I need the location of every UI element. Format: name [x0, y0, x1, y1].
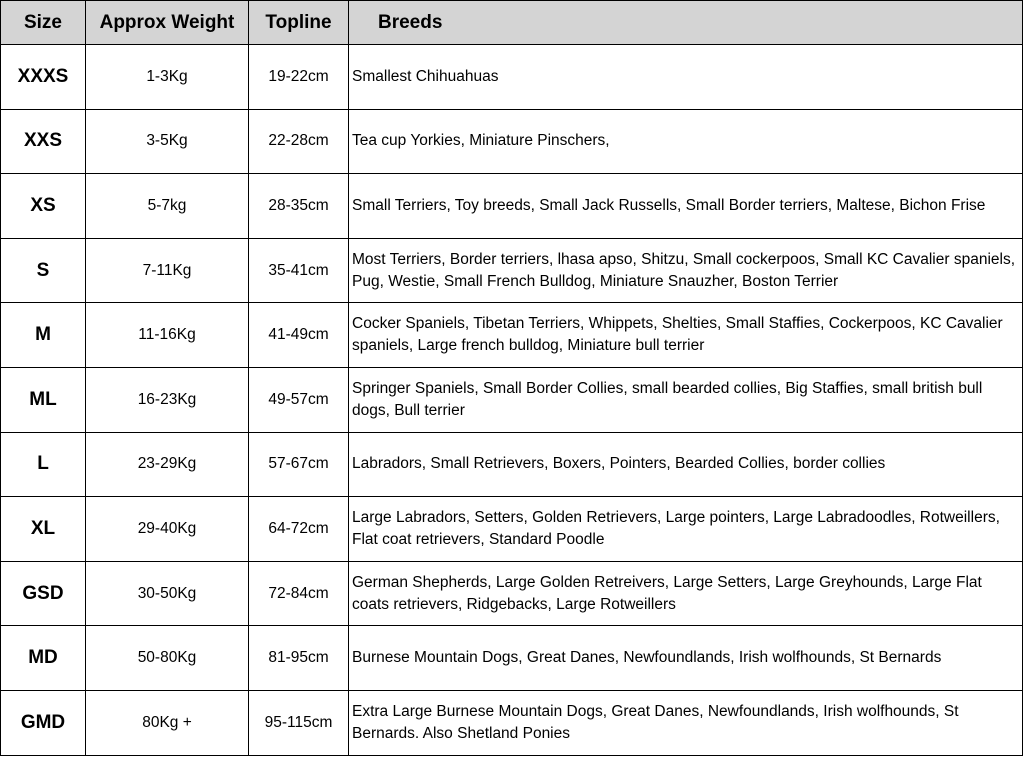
table-row: [1, 109, 1023, 174]
breeds-cell: Most Terriers, Border terriers, lhasa apso, Shitzu, Small cockerpoos, Small KC Cavalier spaniels, Pug, Westie, Small French Bulldog, Miniature Snauzher, Boston Terrier: [349, 238, 1023, 303]
table-row: [1, 561, 1023, 626]
breeds-cell: Burnese Mountain Dogs, Great Danes, Newfoundlands, Irish wolfhounds, St Bernards: [349, 626, 1023, 691]
weight-cell: 1-3Kg: [86, 45, 249, 110]
topline-cell: 81-95cm: [249, 626, 349, 691]
table-row: [1, 690, 1023, 755]
weight-cell: 29-40Kg: [86, 497, 249, 562]
header-row: [1, 1, 1023, 45]
weight-cell: 3-5Kg: [86, 109, 249, 174]
breeds-cell: Small Terriers, Toy breeds, Small Jack Russells, Small Border terriers, Maltese, Bichon Frise: [349, 174, 1023, 239]
topline-cell: 28-35cm: [249, 174, 349, 239]
size-cell: MD: [1, 626, 86, 691]
table-body: [1, 45, 1023, 756]
breeds-cell: Springer Spaniels, Small Border Collies, small bearded collies, Big Staffies, small british bull dogs, Bull terrier: [349, 367, 1023, 432]
weight-cell: 50-80Kg: [86, 626, 249, 691]
breeds-cell: Large Labradors, Setters, Golden Retrievers, Large pointers, Large Labradoodles, Rotweillers, Flat coat retrievers, Standard Poodle: [349, 497, 1023, 562]
table-row: [1, 303, 1023, 368]
size-cell: XL: [1, 497, 86, 562]
size-cell: XXS: [1, 109, 86, 174]
weight-cell: 11-16Kg: [86, 303, 249, 368]
breeds-cell: Labradors, Small Retrievers, Boxers, Pointers, Bearded Collies, border collies: [349, 432, 1023, 497]
topline-cell: 57-67cm: [249, 432, 349, 497]
table-row: [1, 367, 1023, 432]
size-cell: L: [1, 432, 86, 497]
size-cell: M: [1, 303, 86, 368]
header-size: Size: [1, 1, 86, 45]
weight-cell: 30-50Kg: [86, 561, 249, 626]
table-row: [1, 497, 1023, 562]
table-row: [1, 238, 1023, 303]
topline-cell: 72-84cm: [249, 561, 349, 626]
topline-cell: 22-28cm: [249, 109, 349, 174]
header-approx-weight: Approx Weight: [86, 1, 249, 45]
breeds-cell: German Shepherds, Large Golden Retreivers, Large Setters, Large Greyhounds, Large Flat coats retrievers, Ridgebacks, Large Rotweillers: [349, 561, 1023, 626]
table-row: [1, 174, 1023, 239]
breeds-cell: Tea cup Yorkies, Miniature Pinschers,: [349, 109, 1023, 174]
size-cell: ML: [1, 367, 86, 432]
weight-cell: 80Kg +: [86, 690, 249, 755]
weight-cell: 5-7kg: [86, 174, 249, 239]
breeds-cell: Smallest Chihuahuas: [349, 45, 1023, 110]
topline-cell: 41-49cm: [249, 303, 349, 368]
weight-cell: 7-11Kg: [86, 238, 249, 303]
table-row: [1, 432, 1023, 497]
topline-cell: 95-115cm: [249, 690, 349, 755]
size-cell: S: [1, 238, 86, 303]
topline-cell: 19-22cm: [249, 45, 349, 110]
breeds-cell: Extra Large Burnese Mountain Dogs, Great Danes, Newfoundlands, Irish wolfhounds, St Bernards. Also Shetland Ponies: [349, 690, 1023, 755]
size-cell: GMD: [1, 690, 86, 755]
size-cell: XS: [1, 174, 86, 239]
header-breeds: Breeds: [349, 1, 1023, 45]
table-row: [1, 45, 1023, 110]
topline-cell: 35-41cm: [249, 238, 349, 303]
size-cell: XXXS: [1, 45, 86, 110]
topline-cell: 64-72cm: [249, 497, 349, 562]
weight-cell: 23-29Kg: [86, 432, 249, 497]
size-cell: GSD: [1, 561, 86, 626]
breeds-cell: Cocker Spaniels, Tibetan Terriers, Whippets, Shelties, Small Staffies, Cockerpoos, KC Cavalier spaniels, Large french bulldog, Miniature bull terrier: [349, 303, 1023, 368]
weight-cell: 16-23Kg: [86, 367, 249, 432]
header-topline: Topline: [249, 1, 349, 45]
table-row: [1, 626, 1023, 691]
topline-cell: 49-57cm: [249, 367, 349, 432]
